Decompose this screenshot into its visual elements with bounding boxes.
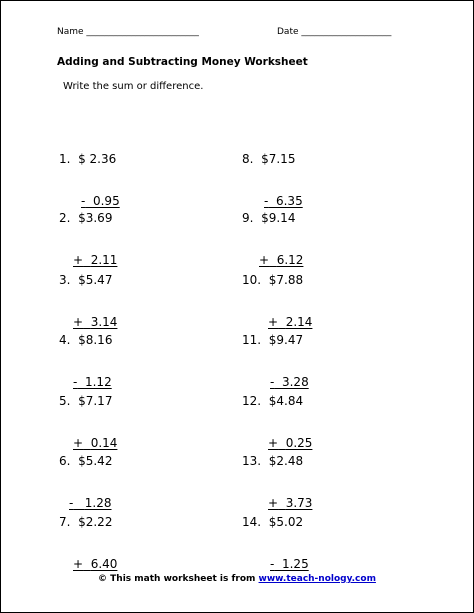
date-field-label: Date ____________________ xyxy=(277,27,392,37)
problem-12: 12. $4.84 + 0.25 xyxy=(242,394,313,450)
footer-prefix-text: © This math worksheet is from xyxy=(98,574,259,584)
problem-1: 1. $ 2.36 - 0.95 xyxy=(59,152,120,208)
problem-14: 14. $5.02 - 1.25 xyxy=(242,515,309,571)
problem-9: 9. $9.14 + 6.12 xyxy=(242,211,304,267)
problem-6: 6. $5.42 - 1.28 xyxy=(59,454,113,510)
copyright-footer xyxy=(1,574,473,584)
problem-2: 2. $3.69 + 2.11 xyxy=(59,211,118,267)
problem-11: 11. $9.47 - 3.28 xyxy=(242,333,309,389)
instructions-text: Write the sum or difference. xyxy=(63,81,204,92)
problem-13: 13. $2.48 + 3.73 xyxy=(242,454,313,510)
problem-8: 8. $7.15 - 6.35 xyxy=(242,152,303,208)
name-field-label: Name _________________________ xyxy=(57,27,199,37)
problem-3: 3. $5.47 + 3.14 xyxy=(59,273,118,329)
worksheet-title: Adding and Subtracting Money Worksheet xyxy=(57,56,308,68)
problem-7: 7. $2.22 + 6.40 xyxy=(59,515,118,571)
problem-10: 10. $7.88 + 2.14 xyxy=(242,273,313,329)
teach-nology-link[interactable]: www.teach-nology.com xyxy=(258,574,376,584)
problem-5: 5. $7.17 + 0.14 xyxy=(59,394,118,450)
problem-4: 4. $8.16 - 1.12 xyxy=(59,333,113,389)
